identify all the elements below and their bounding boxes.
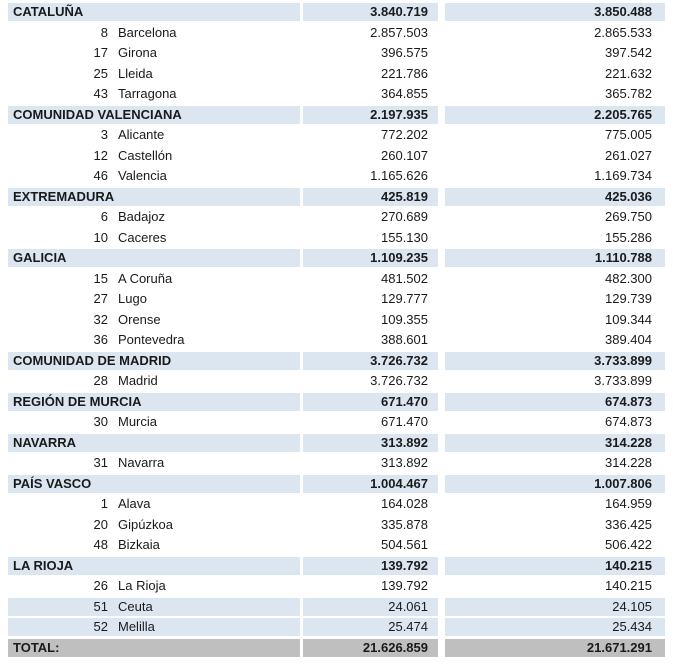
- region-row: [8, 188, 665, 206]
- value-secondary: 24.105: [445, 598, 665, 616]
- value-primary: 364.855: [381, 86, 428, 101]
- name-cell: [8, 270, 300, 288]
- value-primary: 164.028: [381, 496, 428, 511]
- value-primary: 139.792: [381, 578, 428, 593]
- region-name: EXTREMADURA: [13, 188, 115, 204]
- value-primary: 25.474: [303, 618, 438, 636]
- province-code: 17: [93, 45, 108, 60]
- value-primary: 1.165.626: [370, 168, 428, 183]
- region-row: [8, 557, 665, 575]
- value-secondary: 164.959: [605, 496, 652, 511]
- name-cell: [8, 24, 300, 42]
- province-row: [8, 454, 665, 472]
- value-secondary: 482.300: [605, 270, 652, 286]
- value-secondary: 140.215: [605, 578, 652, 593]
- province-code: 20: [93, 516, 108, 532]
- value-primary: 504.561: [381, 537, 428, 552]
- province-code: 31: [93, 455, 108, 470]
- value-primary: 3.840.719: [303, 3, 438, 21]
- province-code: 3: [100, 127, 108, 142]
- province-code: 51: [93, 598, 108, 614]
- name-cell: [8, 352, 300, 370]
- value-secondary: 336.425: [605, 516, 652, 532]
- province-row: [8, 495, 665, 513]
- name-cell: [8, 229, 300, 247]
- province-name: Castellón: [118, 147, 173, 163]
- value-secondary: 221.632: [605, 65, 652, 81]
- value-secondary: 506.422: [605, 537, 652, 552]
- value-secondary: 2.205.765: [445, 106, 665, 124]
- value-primary: 2.197.935: [303, 106, 438, 124]
- province-row: [8, 44, 665, 62]
- province-code: 27: [93, 291, 108, 306]
- province-name: Lleida: [118, 65, 153, 81]
- province-row: [8, 65, 665, 83]
- name-cell: [8, 44, 300, 62]
- value-secondary: 365.782: [605, 86, 652, 101]
- value-primary: 221.786: [381, 65, 428, 81]
- province-name: Bizkaia: [118, 537, 160, 552]
- name-cell: [8, 475, 300, 493]
- region-row: [8, 393, 665, 411]
- highlighted-province-row: [8, 598, 665, 616]
- value-secondary: 3.733.899: [594, 373, 652, 388]
- value-secondary: 775.005: [605, 127, 652, 142]
- name-cell: [8, 639, 300, 657]
- value-primary: 109.355: [381, 311, 428, 327]
- name-cell: [8, 372, 300, 390]
- total-row: [8, 639, 665, 657]
- name-cell: [8, 413, 300, 431]
- province-row: [8, 147, 665, 165]
- value-secondary: 674.873: [605, 414, 652, 429]
- name-cell: [8, 290, 300, 308]
- value-secondary: 2.865.533: [594, 24, 652, 40]
- value-primary: 671.470: [381, 414, 428, 429]
- province-code: 12: [93, 147, 108, 163]
- value-primary: 388.601: [381, 332, 428, 347]
- name-cell: [8, 65, 300, 83]
- province-row: [8, 372, 665, 390]
- name-cell: [8, 249, 300, 267]
- name-cell: [8, 393, 300, 411]
- province-row: [8, 126, 665, 144]
- region-row: [8, 3, 665, 21]
- province-code: 32: [93, 311, 108, 327]
- name-cell: [8, 598, 300, 616]
- province-name: Ceuta: [118, 598, 153, 614]
- value-secondary: 3.733.899: [445, 352, 665, 370]
- province-row: [8, 270, 665, 288]
- province-name: La Rioja: [118, 578, 166, 593]
- province-name: Madrid: [118, 373, 158, 388]
- highlighted-province-row: [8, 618, 665, 636]
- name-cell: [8, 311, 300, 329]
- name-cell: [8, 208, 300, 226]
- value-secondary: 140.215: [445, 557, 665, 575]
- province-code: 28: [93, 373, 108, 388]
- value-primary: 2.857.503: [370, 24, 428, 40]
- name-cell: [8, 188, 300, 206]
- value-primary: 260.107: [381, 147, 428, 163]
- value-primary: 139.792: [303, 557, 438, 575]
- province-row: [8, 311, 665, 329]
- value-primary: 21.626.859: [303, 639, 438, 657]
- name-cell: [8, 126, 300, 144]
- value-secondary: 425.036: [445, 188, 665, 206]
- province-row: [8, 516, 665, 534]
- province-row: [8, 577, 665, 595]
- province-row: [8, 331, 665, 349]
- province-row: [8, 229, 665, 247]
- province-code: 43: [93, 86, 108, 101]
- province-name: Pontevedra: [118, 332, 185, 347]
- province-code: 52: [93, 619, 108, 634]
- province-code: 25: [93, 65, 108, 81]
- value-primary: 1.004.467: [303, 475, 438, 493]
- province-code: 26: [93, 578, 108, 593]
- value-primary: 671.470: [303, 393, 438, 411]
- province-name: Murcia: [118, 414, 158, 429]
- value-secondary: 25.434: [445, 618, 665, 636]
- province-name: Orense: [118, 311, 161, 327]
- total-label: TOTAL:: [13, 639, 60, 655]
- region-row: [8, 106, 665, 124]
- name-cell: [8, 577, 300, 595]
- name-cell: [8, 516, 300, 534]
- value-primary: 24.061: [303, 598, 438, 616]
- province-name: Melilla: [118, 619, 155, 634]
- name-cell: [8, 454, 300, 472]
- value-primary: 155.130: [381, 229, 428, 245]
- value-primary: 313.892: [303, 434, 438, 452]
- province-name: Lugo: [118, 291, 147, 306]
- region-row: [8, 249, 665, 267]
- province-row: [8, 85, 665, 103]
- value-primary: 772.202: [381, 127, 428, 142]
- province-code: 15: [93, 270, 108, 286]
- region-name: GALICIA: [13, 250, 67, 265]
- province-row: [8, 290, 665, 308]
- province-code: 46: [93, 168, 108, 183]
- province-code: 48: [93, 537, 108, 552]
- province-code: 36: [93, 332, 108, 347]
- value-primary: 3.726.732: [370, 373, 428, 388]
- name-cell: [8, 3, 300, 21]
- value-primary: 335.878: [381, 516, 428, 532]
- value-primary: 270.689: [381, 209, 428, 224]
- region-name: LA RIOJA: [13, 557, 74, 573]
- regions-provinces-table: [8, 3, 665, 659]
- name-cell: [8, 618, 300, 636]
- province-code: 10: [93, 229, 108, 245]
- province-name: Tarragona: [118, 86, 177, 101]
- name-cell: [8, 495, 300, 513]
- value-secondary: 1.169.734: [594, 168, 652, 183]
- province-name: Caceres: [118, 229, 167, 245]
- province-name: Barcelona: [118, 24, 177, 40]
- value-secondary: 1.110.788: [445, 249, 665, 267]
- region-name: PAÍS VASCO: [13, 475, 92, 491]
- province-row: [8, 167, 665, 185]
- value-primary: 313.892: [381, 455, 428, 470]
- region-name: COMUNIDAD VALENCIANA: [13, 106, 182, 122]
- name-cell: [8, 147, 300, 165]
- value-secondary: 261.027: [605, 147, 652, 163]
- region-name: CATALUÑA: [13, 4, 84, 19]
- province-name: Alava: [118, 496, 151, 511]
- region-name: REGIÓN DE MURCIA: [13, 393, 142, 409]
- province-code: 30: [93, 414, 108, 429]
- province-row: [8, 24, 665, 42]
- name-cell: [8, 557, 300, 575]
- province-name: Valencia: [118, 168, 167, 183]
- province-name: Navarra: [118, 455, 165, 470]
- value-secondary: 109.344: [605, 311, 652, 327]
- value-secondary: 389.404: [605, 332, 652, 347]
- province-code: 6: [100, 209, 108, 224]
- value-secondary: 269.750: [605, 209, 652, 224]
- name-cell: [8, 106, 300, 124]
- value-secondary: 3.850.488: [445, 3, 665, 21]
- region-row: [8, 352, 665, 370]
- value-secondary: 674.873: [445, 393, 665, 411]
- value-secondary: 314.228: [445, 434, 665, 452]
- name-cell: [8, 167, 300, 185]
- value-secondary: 1.007.806: [445, 475, 665, 493]
- region-row: [8, 434, 665, 452]
- name-cell: [8, 85, 300, 103]
- province-name: Girona: [118, 45, 158, 60]
- province-name: A Coruña: [118, 270, 173, 286]
- value-primary: 3.726.732: [303, 352, 438, 370]
- value-secondary: 314.228: [605, 455, 652, 470]
- name-cell: [8, 434, 300, 452]
- name-cell: [8, 536, 300, 554]
- value-primary: 481.502: [381, 270, 428, 286]
- region-name: NAVARRA: [13, 434, 77, 450]
- region-name: COMUNIDAD DE MADRID: [13, 352, 172, 368]
- value-secondary: 155.286: [605, 229, 652, 245]
- province-row: [8, 413, 665, 431]
- value-secondary: 129.739: [605, 291, 652, 306]
- province-name: Alicante: [118, 127, 165, 142]
- name-cell: [8, 331, 300, 349]
- value-primary: 1.109.235: [303, 249, 438, 267]
- value-primary: 396.575: [381, 45, 428, 60]
- province-row: [8, 536, 665, 554]
- province-name: Gipúzkoa: [118, 516, 173, 532]
- value-primary: 129.777: [381, 291, 428, 306]
- region-row: [8, 475, 665, 493]
- value-secondary: 21.671.291: [445, 639, 665, 657]
- province-code: 8: [100, 24, 108, 40]
- province-name: Badajoz: [118, 209, 165, 224]
- province-row: [8, 208, 665, 226]
- value-secondary: 397.542: [605, 45, 652, 60]
- value-primary: 425.819: [303, 188, 438, 206]
- province-code: 1: [100, 496, 108, 511]
